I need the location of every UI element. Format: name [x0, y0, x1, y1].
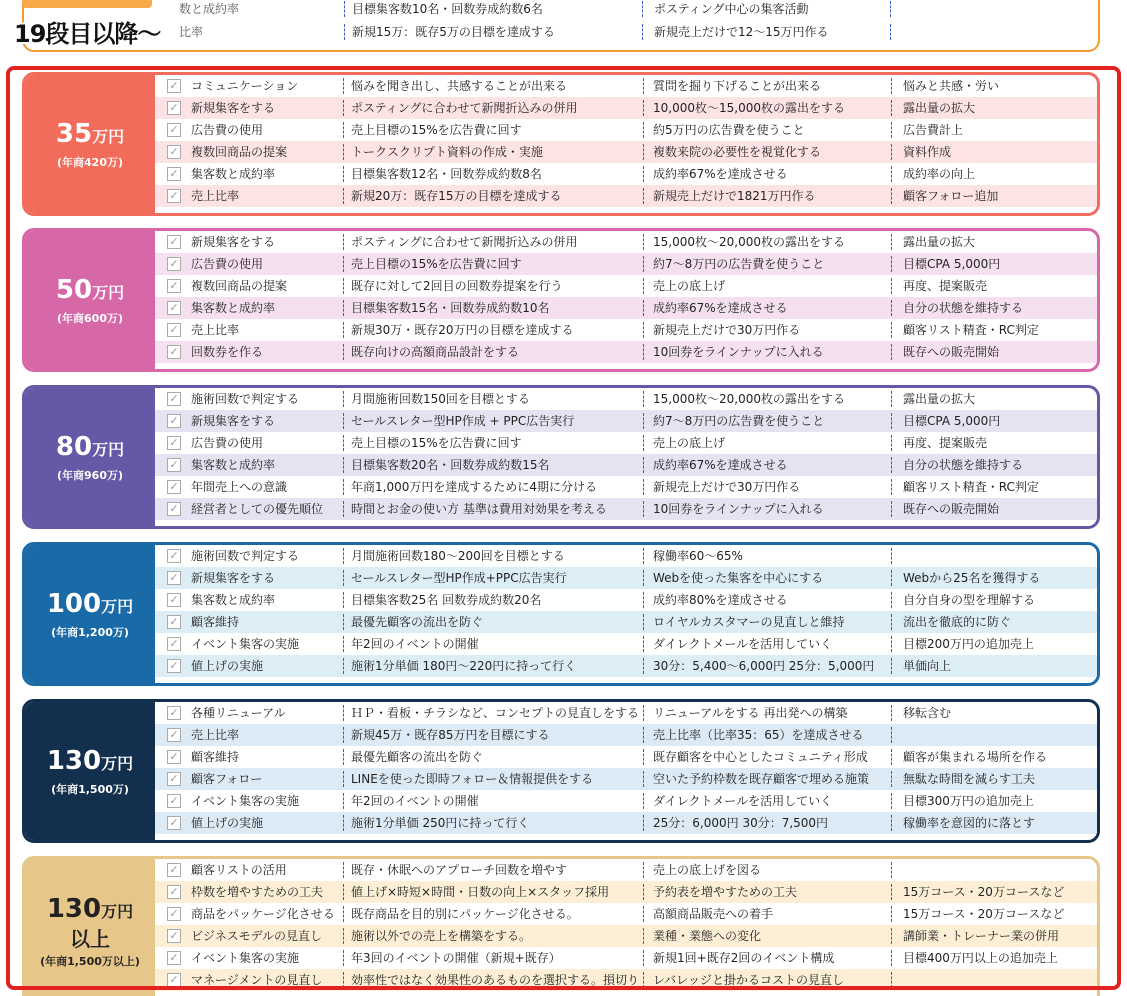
item-label: 顧客維持 — [191, 615, 240, 629]
action-text: 売上の底上げ — [653, 436, 726, 450]
item-label: 売上比率 — [191, 728, 240, 742]
result-text: 露出量の拡大 — [903, 101, 976, 115]
stage-amount-number: 35 — [55, 118, 93, 149]
item-label: 枠数を増やすための工夫 — [191, 885, 324, 899]
stage-amount-unit: 万円 — [101, 901, 134, 921]
action-text: 業種・業態への変化 — [653, 929, 762, 943]
result-text: Webから25名を獲得する — [903, 571, 1041, 585]
goal-text: 目標集客数10名・回数券成約数6名 — [352, 2, 543, 16]
checkbox-icon[interactable]: ✓ — [167, 167, 181, 181]
action-text: 25分：6,000円 30分：7,500円 — [653, 816, 829, 830]
checkbox-icon[interactable]: ✓ — [167, 706, 181, 720]
goal-text: 目標集客数25名 回数券成約数20名 — [351, 593, 542, 607]
stage-annual-revenue: (年商1,200万) — [51, 625, 129, 639]
item-label: 各種リニューアル — [191, 706, 286, 720]
result-text: 単価向上 — [903, 659, 952, 673]
action-text: レバレッジと掛かるコストの見直し — [653, 973, 845, 987]
goal-text: 年2回のイベントの開催 — [351, 637, 479, 651]
action-text: 新規1回+既存2回のイベント構成 — [653, 951, 835, 965]
action-text: 15,000枚〜20,000枚の露出をする — [653, 392, 845, 406]
result-text: 顧客リスト精査・RC判定 — [903, 323, 1039, 337]
goal-text: 既存に対して2回目の回数券提案を行う — [351, 279, 563, 293]
goal-text: 効率性ではなく効果性のあるものを選択する。損切り — [351, 973, 639, 987]
goal-text: LINEを使った即時フォロー＆情報提供をする — [351, 772, 594, 786]
checkbox-icon[interactable]: ✓ — [167, 257, 181, 271]
checkbox-icon[interactable]: ✓ — [167, 549, 181, 563]
result-text: 既存への販売開始 — [903, 502, 1000, 516]
result-text: 目標CPA 5,000円 — [903, 257, 1001, 271]
item-label: 値上げの実施 — [191, 816, 264, 830]
checkbox-icon[interactable]: ✓ — [167, 816, 181, 830]
checkbox-icon[interactable]: ✓ — [167, 414, 181, 428]
table-row — [24, 21, 1098, 43]
item-label: 比率 — [179, 25, 204, 39]
goal-text: 悩みを聞き出し、共感することが出来る — [351, 79, 568, 93]
result-text: 15万コース・20万コースなど — [903, 907, 1065, 921]
stage-amount-suffix: 以上 — [70, 926, 110, 951]
result-text: 自分の状態を維持する — [903, 458, 1024, 472]
action-text: 新規売上だけで30万円作る — [653, 480, 801, 494]
stage-annual-revenue: (年商960万) — [56, 468, 124, 482]
checkbox-icon[interactable]: ✓ — [167, 659, 181, 673]
goal-text: 年2回のイベントの開催 — [351, 794, 479, 808]
goal-text: 施術以外での売上を構築をする。 — [351, 929, 532, 943]
checkbox-icon[interactable]: ✓ — [167, 458, 181, 472]
result-text: 目標300万円の追加売上 — [903, 794, 1034, 808]
checkbox-icon[interactable]: ✓ — [167, 502, 181, 516]
stage-amount-number: 130 — [46, 745, 102, 776]
result-text: 顧客リスト精査・RC判定 — [903, 480, 1039, 494]
goal-text: 最優先顧客の流出を防ぐ — [351, 750, 484, 764]
item-label: 商品をパッケージ化させる — [191, 907, 335, 921]
checkbox-icon[interactable]: ✓ — [167, 750, 181, 764]
goal-text: トークスクリプト資料の作成・実施 — [351, 145, 543, 159]
item-label: イベント集客の実施 — [191, 637, 300, 651]
goal-text: 売上目標の15%を広告費に回す — [351, 257, 522, 271]
item-label: イベント集客の実施 — [191, 794, 300, 808]
goal-text: 年商1,000万円を達成するために4期に分ける — [351, 480, 597, 494]
checkbox-icon[interactable]: ✓ — [167, 593, 181, 607]
goal-text: セールスレター型HP作成 + PPC広告実行 — [351, 414, 575, 428]
item-label: 新規集客をする — [191, 414, 276, 428]
result-text: 自分の状態を維持する — [903, 301, 1024, 315]
column-divider — [642, 1, 643, 17]
table-row — [24, 0, 1098, 20]
goal-text: 既存向けの高額商品設計をする — [351, 345, 520, 359]
stage-annual-revenue: (年商420万) — [56, 155, 124, 169]
result-text: 移転含む — [903, 706, 952, 720]
checkbox-icon[interactable]: ✓ — [167, 123, 181, 137]
item-label: イベント集客の実施 — [191, 951, 300, 965]
goal-text: ポスティングに合わせて新聞折込みの併用 — [351, 101, 578, 115]
action-text: 高額商品販売への着手 — [653, 907, 774, 921]
action-text: Webを使った集客を中心にする — [653, 571, 824, 585]
result-text: 無駄な時間を減らす工夫 — [903, 772, 1036, 786]
goal-text: 新規45万・既存85万円を目標にする — [351, 728, 550, 742]
goal-text: 新規30万・既存20万円の目標を達成する — [351, 323, 574, 337]
result-text: 自分自身の型を理解する — [903, 593, 1036, 607]
column-divider — [642, 24, 643, 40]
action-text: 質問を掘り下げることが出来る — [653, 79, 822, 93]
goal-text: セールスレター型HP作成+PPC広告実行 — [351, 571, 567, 585]
goal-text: ＨＰ・看板・チラシなど、コンセプトの見直しをする — [351, 706, 639, 720]
result-text: 顧客フォロー追加 — [903, 189, 999, 203]
checkbox-icon[interactable]: ✓ — [167, 728, 181, 742]
stage-amount-number: 50 — [55, 274, 93, 305]
item-label: 集客数と成約率 — [191, 458, 276, 472]
action-text: ダイレクトメールを活用していく — [653, 794, 833, 808]
action-text: 売上比率（比率35：65）を達成させる — [653, 728, 864, 742]
action-text: 10,000枚〜15,000枚の露出をする — [653, 101, 845, 115]
goal-text: ポスティングに合わせて新聞折込みの併用 — [351, 235, 578, 249]
item-label: 売上比率 — [191, 323, 240, 337]
checkbox-icon[interactable]: ✓ — [167, 436, 181, 450]
checkbox-icon[interactable]: ✓ — [167, 79, 181, 93]
goal-text: 既存商品を目的別にパッケージ化させる。 — [351, 907, 579, 921]
item-label: 顧客リストの活用 — [191, 863, 287, 877]
item-label: 顧客維持 — [191, 750, 240, 764]
result-text: 資料作成 — [903, 145, 952, 159]
stage-annual-revenue: (年商1,500万) — [51, 782, 129, 796]
item-label: 値上げの実施 — [191, 659, 264, 673]
stage-annual-revenue: (年商600万) — [56, 311, 124, 325]
goal-text: 年3回のイベントの開催（新規+既存） — [351, 951, 561, 965]
checkbox-icon[interactable]: ✓ — [167, 637, 181, 651]
action-text: ポスティング中心の集客活動 — [654, 2, 809, 16]
result-text: 顧客が集まれる場所を作る — [903, 750, 1048, 764]
result-text: 露出量の拡大 — [903, 392, 976, 406]
action-text: 空いた予約枠数を既存顧客で埋める施策 — [653, 772, 870, 786]
action-text: 成約率67%を達成させる — [653, 301, 788, 315]
stage-amount-number: 100 — [46, 588, 102, 619]
goal-text: 目標集客数15名・回数券成約数10名 — [351, 301, 550, 315]
stage-amount-unit: 万円 — [101, 753, 134, 773]
action-text: 15,000枚〜20,000枚の露出をする — [653, 235, 845, 249]
result-text: 既存への販売開始 — [903, 345, 1000, 359]
item-label: 年間売上への意識 — [191, 480, 288, 494]
checkbox-icon[interactable]: ✓ — [167, 571, 181, 585]
action-text: 既存顧客を中心としたコミュニティ形成 — [653, 750, 868, 764]
item-label: 集客数と成約率 — [191, 301, 276, 315]
action-text: 売上の底上げ — [653, 279, 726, 293]
item-label: 経営者としての優先順位 — [191, 502, 324, 516]
item-label: 広告費の使用 — [191, 257, 264, 271]
item-label: ビジネスモデルの見直し — [191, 929, 323, 943]
checkbox-icon[interactable]: ✓ — [167, 279, 181, 293]
goal-text: 施術1分単価 180円〜220円に持って行く — [351, 659, 577, 673]
item-label: 顧客フォロー — [191, 772, 263, 786]
result-text: 流出を徹底的に防ぐ — [903, 615, 1012, 629]
result-text: 露出量の拡大 — [903, 235, 976, 249]
stage-amount-unit: 万円 — [92, 282, 125, 302]
item-label: 複数回商品の提案 — [191, 279, 288, 293]
action-text: ダイレクトメールを活用していく — [653, 637, 833, 651]
goal-text: 売上目標の15%を広告費に回す — [351, 123, 522, 137]
goal-text: 時間とお金の使い方 基準は費用対効果を考える — [351, 502, 607, 516]
item-label: 施術回数で判定する — [191, 392, 300, 406]
column-divider — [344, 24, 345, 40]
checkbox-icon[interactable]: ✓ — [167, 772, 181, 786]
action-text: リニューアルをする 再出発への構築 — [653, 706, 848, 720]
checkbox-icon[interactable]: ✓ — [167, 885, 181, 899]
action-text: 新規売上だけで30万円作る — [653, 323, 801, 337]
item-label: 複数回商品の提案 — [191, 145, 288, 159]
item-label: 新規集客をする — [191, 235, 276, 249]
action-text: 10回券をラインナップに入れる — [653, 345, 824, 359]
action-text: 成約率80%を達成させる — [653, 593, 788, 607]
goal-text: 新規15万：既存5万の目標を達成する — [352, 25, 555, 39]
checkbox-icon[interactable]: ✓ — [167, 951, 181, 965]
checkbox-icon[interactable]: ✓ — [167, 345, 181, 359]
result-text: 15万コース・20万コースなど — [903, 885, 1065, 899]
item-label: 数と成約率 — [179, 2, 240, 16]
goal-text: 新規20万：既存15万の目標を達成する — [351, 189, 562, 203]
previous-section-tail — [22, 0, 1100, 52]
action-text: 30分：5,400〜6,000円 25分：5,000円 — [653, 659, 875, 673]
action-text: 約7〜8万円の広告費を使うこと — [653, 257, 825, 271]
result-text: 講師業・トレーナー業の併用 — [903, 929, 1060, 943]
stage-amount-unit: 万円 — [101, 596, 134, 616]
action-text: 新規売上だけで1821万円作る — [653, 189, 816, 203]
goal-text: 月間施術回数150回を目標とする — [351, 392, 530, 406]
result-text: 悩みと共感・労い — [903, 79, 1000, 93]
column-divider — [344, 1, 345, 17]
result-text: 目標CPA 5,000円 — [903, 414, 1001, 428]
goal-text: 最優先顧客の流出を防ぐ — [351, 615, 484, 629]
goal-text: 目標集客数20名・回数券成約数15名 — [351, 458, 550, 472]
action-text: 新規売上だけで12〜15万円作る — [654, 25, 829, 39]
goal-text: 月間施術回数180〜200回を目標とする — [351, 549, 565, 563]
goal-text: 既存・休眠へのアプローチ回数を増やす — [351, 863, 568, 877]
checkbox-icon[interactable]: ✓ — [167, 392, 181, 406]
result-text: 成約率の向上 — [903, 167, 976, 181]
checkbox-icon[interactable]: ✓ — [167, 189, 181, 203]
checkbox-icon[interactable]: ✓ — [167, 615, 181, 629]
checkbox-icon[interactable]: ✓ — [167, 301, 181, 315]
previous-section-label — [22, 0, 152, 8]
checkbox-icon[interactable]: ✓ — [167, 794, 181, 808]
checkbox-icon[interactable]: ✓ — [167, 235, 181, 249]
item-label: 回数券を作る — [191, 345, 264, 359]
stage-annual-revenue: (年商1,500万以上) — [40, 954, 140, 968]
stage-amount-unit: 万円 — [92, 126, 125, 146]
action-text: ロイヤルカスタマーの見直しと維持 — [653, 615, 845, 629]
stage-amount-number: 130 — [46, 893, 102, 924]
item-label: 売上比率 — [191, 189, 240, 203]
page-heading: 19段目以降〜 — [14, 20, 161, 48]
item-label: 広告費の使用 — [191, 436, 264, 450]
item-label: 広告費の使用 — [191, 123, 264, 137]
checkbox-icon[interactable]: ✓ — [167, 973, 181, 987]
goal-text: 目標集客数12名・回数券成約数8名 — [351, 167, 542, 181]
action-text: 成約率67%を達成させる — [653, 167, 788, 181]
checkbox-icon[interactable]: ✓ — [167, 480, 181, 494]
checkbox-icon[interactable]: ✓ — [167, 145, 181, 159]
stage-amount-unit: 万円 — [92, 439, 125, 459]
checkbox-icon[interactable]: ✓ — [167, 323, 181, 337]
checkbox-icon[interactable]: ✓ — [167, 101, 181, 115]
item-label: マネージメントの見直し — [191, 973, 323, 987]
action-text: 10回券をラインナップに入れる — [653, 502, 824, 516]
action-text: 稼働率60〜65% — [653, 549, 743, 563]
item-label: 集客数と成約率 — [191, 167, 276, 181]
highlight-frame — [6, 66, 1121, 990]
action-text: 約5万円の広告費を使うこと — [653, 123, 805, 137]
checkbox-icon[interactable]: ✓ — [167, 907, 181, 921]
item-label: 新規集客をする — [191, 571, 276, 585]
column-divider — [890, 1, 891, 17]
result-text: 目標200万円の追加売上 — [903, 637, 1034, 651]
result-text: 再度、提案販売 — [903, 436, 988, 450]
result-text: 目標400万円以上の追加売上 — [903, 951, 1058, 965]
result-text: 広告費計上 — [903, 123, 964, 137]
item-label: 施術回数で判定する — [191, 549, 300, 563]
item-label: 新規集客をする — [191, 101, 276, 115]
checkbox-icon[interactable]: ✓ — [167, 863, 181, 877]
goal-text: 売上目標の15%を広告費に回す — [351, 436, 522, 450]
action-text: 複数来院の必要性を視覚化する — [653, 145, 822, 159]
stage-amount-number: 80 — [55, 431, 93, 462]
checkbox-icon[interactable]: ✓ — [167, 929, 181, 943]
result-text: 稼働率を意図的に落とす — [903, 816, 1036, 830]
column-divider — [890, 24, 891, 40]
item-label: コミュニケーション — [191, 79, 299, 93]
action-text: 売上の底上げを図る — [653, 863, 762, 877]
goal-text: 値上げ×時短×時間・日数の向上×スタッフ採用 — [351, 885, 610, 899]
action-text: 成約率67%を達成させる — [653, 458, 788, 472]
result-text: 再度、提案販売 — [903, 279, 988, 293]
action-text: 約7〜8万円の広告費を使うこと — [653, 414, 825, 428]
goal-text: 施術1分単価 250円に持って行く — [351, 816, 530, 830]
action-text: 予約表を増やすための工夫 — [653, 885, 798, 899]
item-label: 集客数と成約率 — [191, 593, 276, 607]
